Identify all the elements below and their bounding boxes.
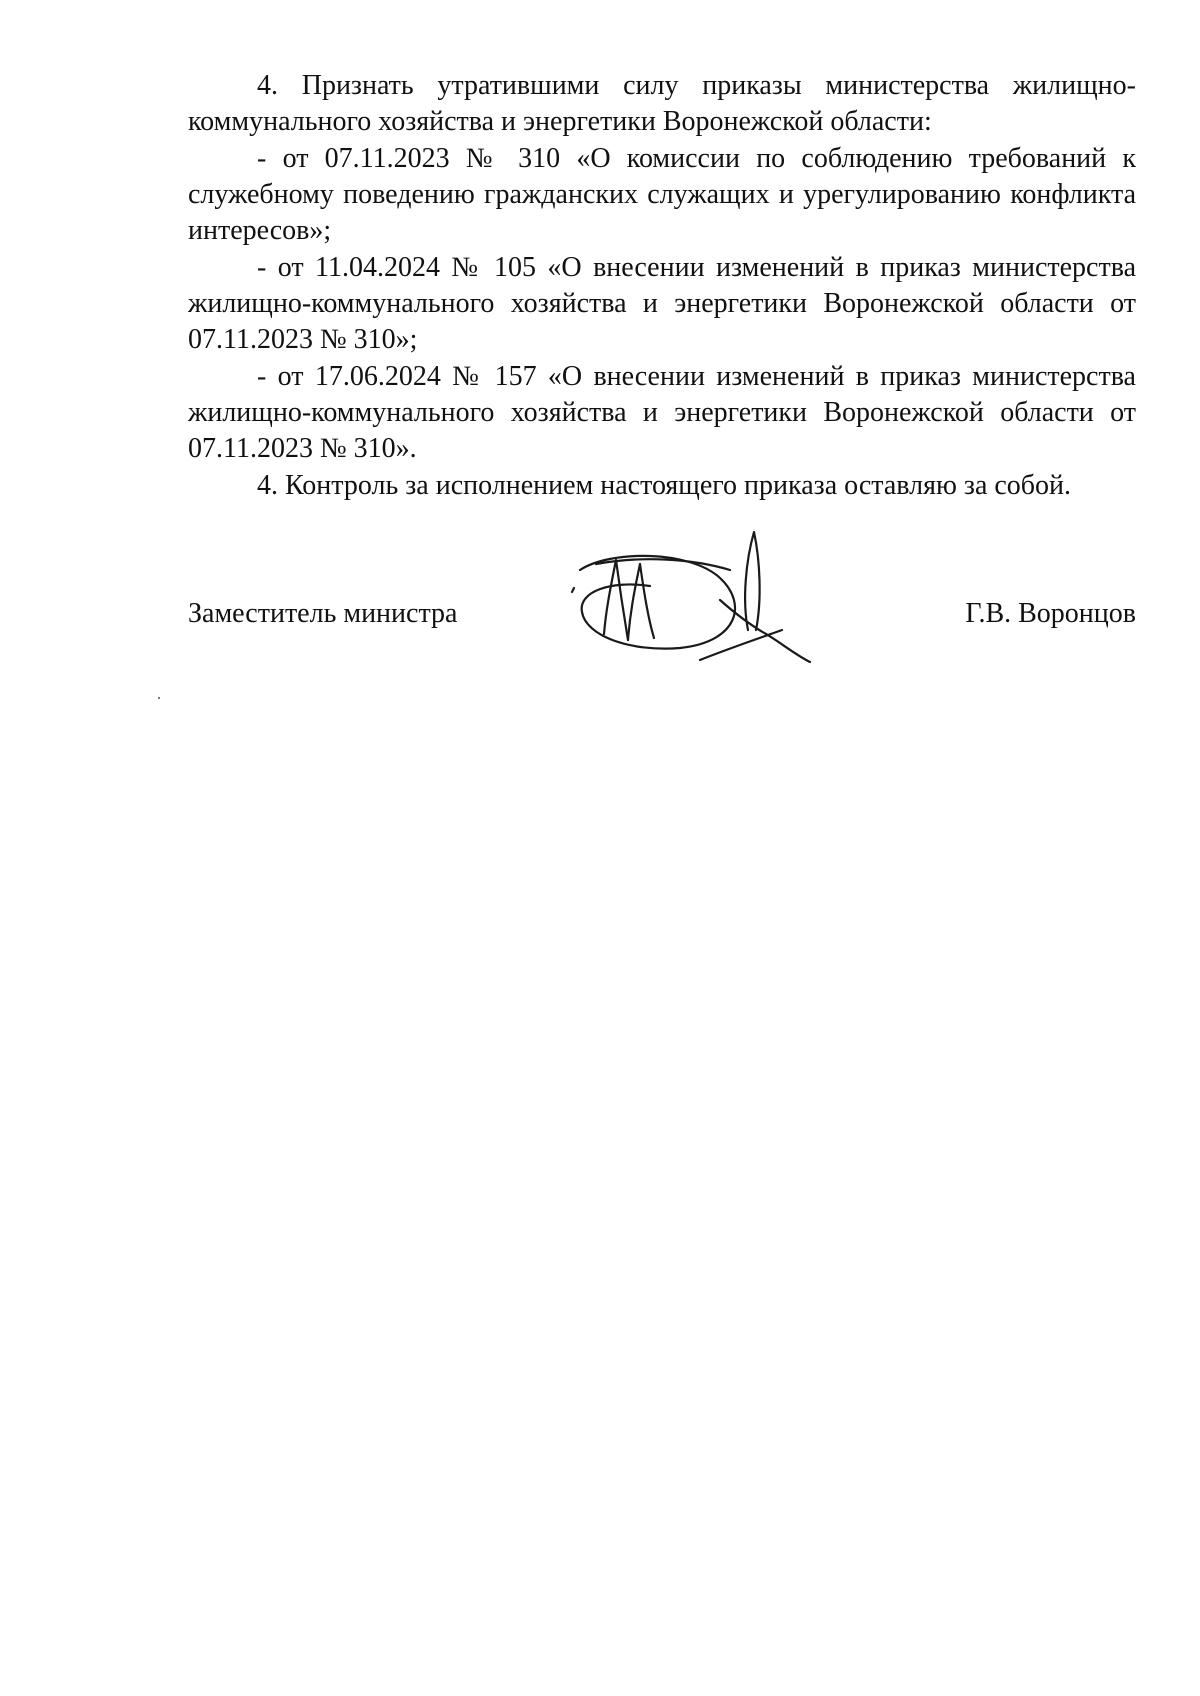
- signature-block: [188, 530, 1136, 680]
- handwritten-signature: [570, 530, 820, 670]
- signatory-name: Г.В. Воронцов: [965, 598, 1136, 629]
- paragraph-invalidate-orders: 4. Признать утратившими силу приказы министерства жилищно-коммунального хозяйства и энергетики Воронежской области:: [188, 70, 1136, 137]
- list-item-order-310: - от 07.11.2023 № 310 «О комиссии по соблюдению требований к служебному поведению гражданских служащих и урегулированию конфликта интересов»;: [188, 143, 1136, 246]
- list-item-order-105: - от 11.04.2024 № 105 «О внесении изменений в приказ министерства жилищно-коммунального хозяйства и энергетики Воронежской области от 07.11.2023 № 310»;: [188, 252, 1136, 355]
- document-body: [188, 68, 1136, 504]
- scan-speck: [158, 697, 160, 699]
- list-item-order-157: - от 17.06.2024 № 157 «О внесении изменений в приказ министерства жилищно-коммунального хозяйства и энергетики Воронежской области от 07.11.2023 № 310».: [188, 361, 1136, 464]
- paragraph-control: 4. Контроль за исполнением настоящего приказа оставляю за собой.: [257, 470, 1072, 501]
- signatory-position: Заместитель министра: [188, 598, 458, 629]
